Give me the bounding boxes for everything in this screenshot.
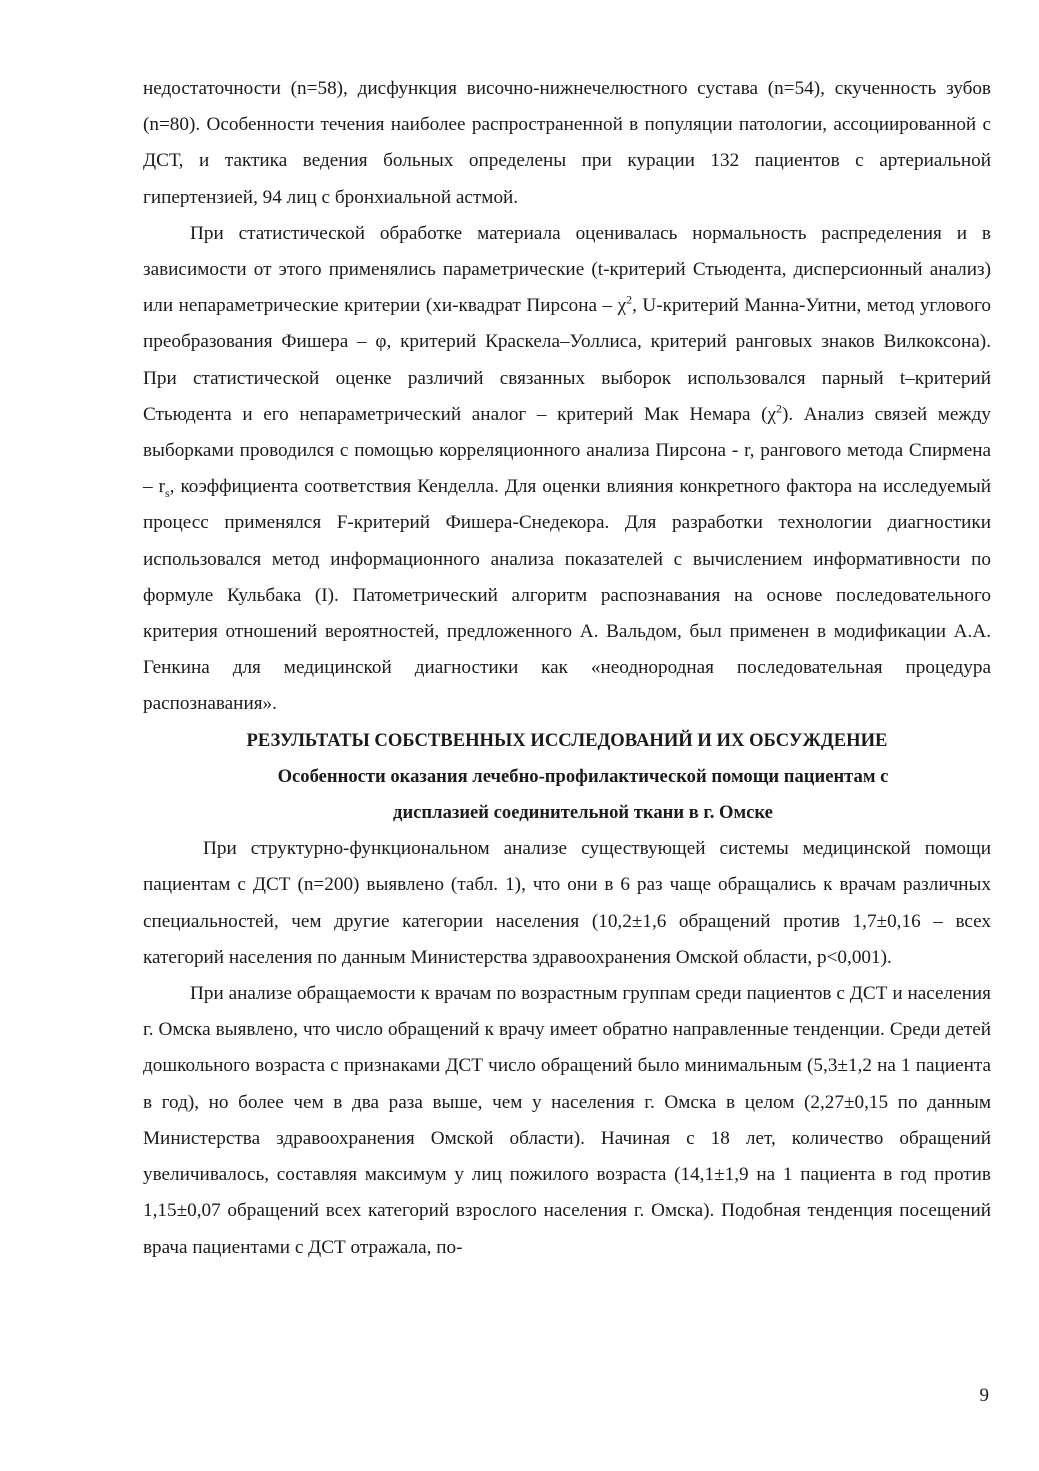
text-block bbox=[143, 71, 991, 1266]
paragraph-age-groups: При анализе обращаемости к врачам по возрастным группам среди пациентов с ДСТ и населения г. Омска выявлено, что число обращений к врачу имеет обратно направленные тенденции. Среди детей дошкольного возраста с признаками ДСТ число обращений было минимальным (5,3±1,2 на 1 пациента в год), но более чем в два раза выше, чем у населения г. Омска в целом (2,27±0,15 по данным Министерства здравоохранения Омской области). Начиная с 18 лет, количество обращений увеличивалось, составляя максимум у лиц пожилого возраста (14,1±1,9 на 1 пациента в год против 1,15±0,07 обращений всех категорий взрослого населения г. Омска). Подобная тенденция посещений врача пациентами с ДСТ отражала, по- bbox=[143, 983, 991, 1258]
chi-square-superscript-2: 2 bbox=[776, 401, 782, 416]
section-heading: РЕЗУЛЬТАТЫ СОБСТВЕННЫХ ИССЛЕДОВАНИЙ И ИХ ОБСУЖДЕНИЕ bbox=[246, 729, 888, 751]
subsection-heading-line2: дисплазией соединительной ткани в г. Омске bbox=[393, 802, 773, 824]
subsection-heading-line1: Особенности оказания лечебно-профилактической помощи пациентам с bbox=[277, 765, 889, 787]
paragraph-structural-analysis: При структурно-функциональном анализе существующей системы медицинской помощи пациентам с ДСТ (n=200) выявлено (табл. 1), что они в 6 раз чаще обращались к врачам различных специальностей, чем другие категории населения (10,2±1,6 обращений против 1,7±0,16 – всех категорий населения по данным Министерства здравоохранения Омской области, p<0,001). bbox=[143, 838, 991, 968]
page-number: 9 bbox=[979, 1385, 989, 1406]
spearman-subscript: s bbox=[165, 486, 170, 501]
stats-text-a: При статистической обработке материала оценивалась нормальность распределения и в зависимости от этого применялись параметрические (t-критерий Стьюдента, дисперсионный анализ) или непараметрические критерии (хи-квадрат Пирсона – χ bbox=[143, 222, 991, 317]
stats-text-d: , коэффициента соответствия Кенделла. Для оценки влияния конкретного фактора на исследуемый процесс применялся F-критерий Фишера-Снедекора. Для разработки технологии диагностики использовался метод информационного анализа показателей с вычислением информативности по формуле Кульбака (I). Патометрический алгоритм распознавания на основе последовательного критерия отношений вероятностей, предложенного А. Вальдом, был применен в модификации А.А. Генкина для медицинской диагностики как «неоднородная последовательная процедура распознавания». bbox=[143, 476, 992, 715]
stats-text-b: , U-критерий Манна-Уитни, метод углового преобразования Фишера – φ, критерий Краскела–Уоллиса, критерий ранговых знаков Вилкоксона). При статистической оценке различий связанных выборок использовался парный t–критерий Стьюдента и его непараметрический аналог – критерий Мак Немара (χ bbox=[143, 295, 992, 425]
paragraph-statistics bbox=[143, 216, 991, 723]
stats-text-c: ). Анализ связей между выборками проводился с помощью корреляционного анализа Пирсона - r, рангового метода Спирмена – r bbox=[143, 403, 991, 498]
chi-square-superscript: 2 bbox=[626, 292, 633, 307]
paragraph-intro: недостаточности (n=58), дисфункция височно-нижнечелюстного сустава (n=54), скученность зубов (n=80). Особенности течения наиболее распространенной в популяции патологии, ассоциированной с ДСТ, и тактика ведения больных определены при курации 132 пациентов с артериальной гипертензией, 94 лиц с бронхиальной астмой. bbox=[143, 78, 991, 208]
